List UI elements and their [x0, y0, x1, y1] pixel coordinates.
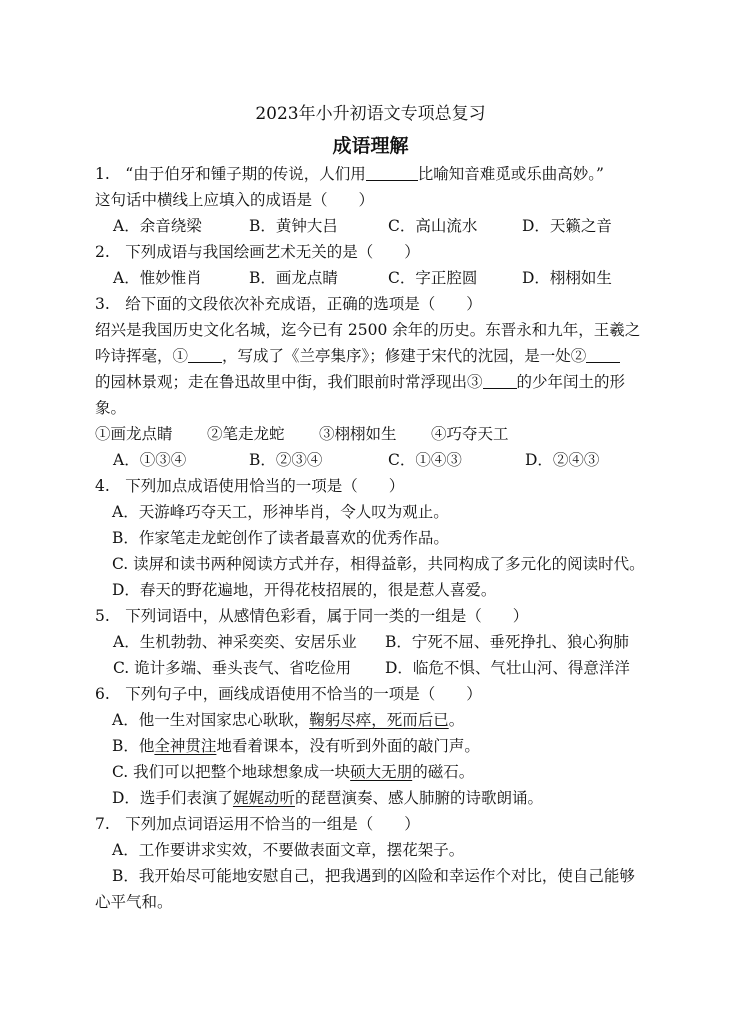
q3-choice-3: ③栩栩如生 — [319, 425, 397, 443]
q4-option-c: C. 读屏和读书两种阅读方式并存，相得益彰，共同构成了多元化的阅读时代。 — [112, 555, 645, 573]
underlined-idiom: 鞠躬尽瘁，死而后已 — [309, 711, 449, 729]
q6-option-text: 的琵琶演奏、感人肺腑的诗歌朗诵。 — [294, 789, 543, 807]
q3-stem: 3. 给下面的文段依次补充成语，正确的选项是（ ） — [95, 295, 482, 313]
q7-option-b: B．我开始尽可能地安慰自己，把我遇到的凶险和幸运作个对比，使自己能够 — [112, 867, 635, 885]
answer-blank — [483, 372, 517, 389]
section-title: 成语理解 — [332, 135, 409, 157]
q1-option-c: C．高山流水 — [388, 217, 478, 235]
underlined-idiom: 全神贯注 — [154, 737, 217, 755]
q6-option-c — [112, 762, 474, 782]
q1-stem — [95, 164, 604, 184]
q2-option-d: D．栩栩如生 — [522, 269, 612, 287]
q6-option-text: B．他 — [112, 737, 155, 755]
q4-option-d: D．春天的野花遍地，开得花枝招展的，很是惹人喜爱。 — [112, 581, 497, 599]
q6-option-text: 。 — [448, 711, 465, 729]
q3-passage-line1: 绍兴是我国历史文化名城，迄今已有 2500 余年的历史。东晋永和九年，王羲之 — [95, 321, 641, 339]
q6-option-b — [112, 736, 480, 756]
q3-passage-text: 的园林景观；走在鲁迅故里中街，我们眼前时常浮现出③ — [95, 373, 483, 391]
q7-option-b-cont: 心平气和。 — [95, 893, 173, 911]
answer-blank — [586, 346, 620, 363]
q3-option-c: C．①④③ — [388, 451, 462, 469]
q3-choice-2: ②笔走龙蛇 — [207, 425, 285, 443]
q1-stem-part2: 比喻知音难觅或乐曲高妙。” — [417, 165, 604, 183]
q2-option-a: A．惟妙惟肖 — [113, 269, 202, 287]
q3-passage-line2 — [95, 346, 620, 366]
q5-stem: 5. 下列词语中，从感情色彩看，属于同一类的一组是（ ） — [95, 607, 529, 625]
q6-option-text: 的磁石。 — [412, 763, 475, 781]
q6-option-text: C. 我们可以把整个地球想象成一块 — [112, 763, 351, 781]
q1-stem-part1: 1. “由于伯牙和锺子期的传说，人们用 — [95, 165, 366, 183]
q5-option-d: D．临危不惧、气壮山河、得意洋洋 — [385, 659, 630, 677]
q7-stem: 7. 下列加点词语运用不恰当的一组是（ ） — [95, 815, 420, 833]
answer-blank — [188, 346, 222, 363]
q3-passage-text: 吟诗挥毫，① — [95, 347, 189, 365]
q2-stem: 2. 下列成语与我国绘画艺术无关的是（ ） — [95, 243, 420, 261]
q6-stem: 6. 下列句子中，画线成语使用不恰当的一项是（ ） — [95, 685, 482, 703]
q3-choice-4: ④巧夺天工 — [431, 425, 509, 443]
q3-passage-text: 的少年闰土的形 — [516, 373, 626, 391]
answer-blank — [366, 164, 418, 181]
q7-option-a: A．工作要讲求实效，不要做表面文章，摆花架子。 — [112, 841, 465, 859]
q3-passage-text: ，写成了《兰亭集序》；修建于宋代的沈园，是一处② — [222, 347, 587, 365]
q4-option-a: A．天游峰巧夺天工，形神毕肖，令人叹为观止。 — [112, 503, 449, 521]
document-title: 2023年小升初语文专项总复习 — [255, 104, 486, 124]
q6-option-a — [112, 710, 464, 730]
q1-stem-line2: 这句话中横线上应填入的成语是（ ） — [95, 191, 375, 209]
underlined-idiom: 娓娓动听 — [232, 789, 295, 807]
q2-option-c: C．字正腔圆 — [388, 269, 478, 287]
q3-choice-1: ①画龙点睛 — [95, 425, 173, 443]
underlined-idiom: 硕大无朋 — [350, 763, 413, 781]
q3-option-a: A．①③④ — [113, 451, 187, 469]
q3-passage-line4: 象。 — [95, 399, 127, 417]
q3-passage-line3 — [95, 372, 625, 392]
q4-option-b: B．作家笔走龙蛇创作了读者最喜欢的优秀作品。 — [112, 529, 449, 547]
q5-option-a: A．生机勃勃、神采奕奕、安居乐业 — [113, 633, 357, 651]
q5-option-c: C. 诡计多端、垂头丧气、省吃俭用 — [113, 659, 352, 677]
q3-option-b: B．②③④ — [249, 451, 323, 469]
q6-option-d — [112, 788, 543, 808]
q4-stem: 4. 下列加点成语使用恰当的一项是（ ） — [95, 477, 405, 495]
q5-option-b: B．宁死不屈、垂死挣扎、狼心狗肺 — [385, 633, 629, 651]
q6-option-text: A．他一生对国家忠心耿耿， — [112, 711, 310, 729]
q6-option-text: D．选手们表演了 — [112, 789, 233, 807]
q1-option-d: D．天籁之音 — [522, 217, 612, 235]
q6-option-text: 地看着课本，没有听到外面的敲门声。 — [216, 737, 480, 755]
q2-option-b: B．画龙点睛 — [249, 269, 338, 287]
q1-option-a: A．余音绕梁 — [113, 217, 202, 235]
q3-option-d: D．②④③ — [525, 451, 600, 469]
q1-option-b: B．黄钟大吕 — [249, 217, 338, 235]
